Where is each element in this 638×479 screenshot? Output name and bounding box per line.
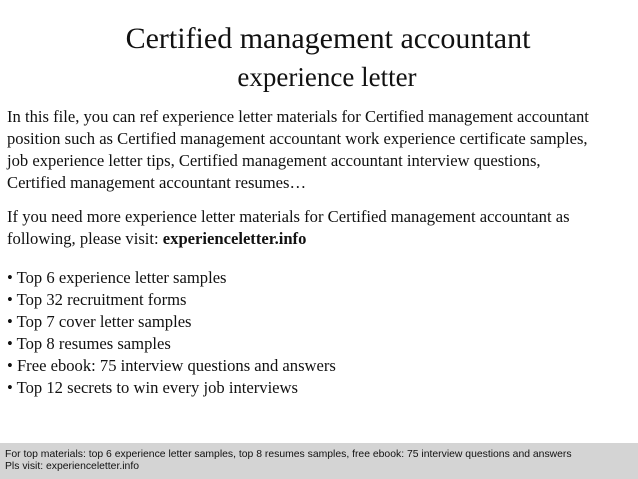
intro-line: job experience letter tips, Certified management accountant interview questions, — [7, 151, 541, 170]
more-materials-line: If you need more experience letter materials for Certified management accountant as — [7, 207, 570, 226]
list-item: • Free ebook: 75 interview questions and answers — [7, 356, 336, 375]
intro-line: Certified management accountant resumes… — [7, 173, 307, 192]
intro-line: position such as Certified management accountant work experience certificate samples, — [7, 129, 588, 148]
footer-line-2: Pls visit: experienceletter.info — [5, 461, 139, 472]
list-item: • Top 8 resumes samples — [7, 334, 171, 353]
materials-list — [7, 267, 637, 399]
list-item: • Top 6 experience letter samples — [7, 268, 227, 287]
intro-line: In this file, you can ref experience letter materials for Certified management accountant — [7, 107, 589, 126]
more-materials-paragraph — [7, 206, 637, 250]
intro-paragraph — [7, 106, 637, 194]
footer-bar — [0, 443, 638, 479]
footer-line-1: For top materials: top 6 experience letter samples, top 8 resumes samples, free ebook: 75 interview questions and answers — [5, 449, 572, 460]
list-item: • Top 7 cover letter samples — [7, 312, 192, 331]
page-title-line-2: experience letter — [237, 62, 417, 92]
list-item: • Top 32 recruitment forms — [7, 290, 187, 309]
page-title-line-1: Certified management accountant — [125, 22, 531, 55]
more-materials-line — [7, 228, 637, 250]
visit-prefix: following, please visit: — [7, 229, 163, 248]
list-item: • Top 12 secrets to win every job interviews — [7, 378, 298, 397]
experienceletter-link[interactable]: experienceletter.info — [162, 229, 307, 248]
